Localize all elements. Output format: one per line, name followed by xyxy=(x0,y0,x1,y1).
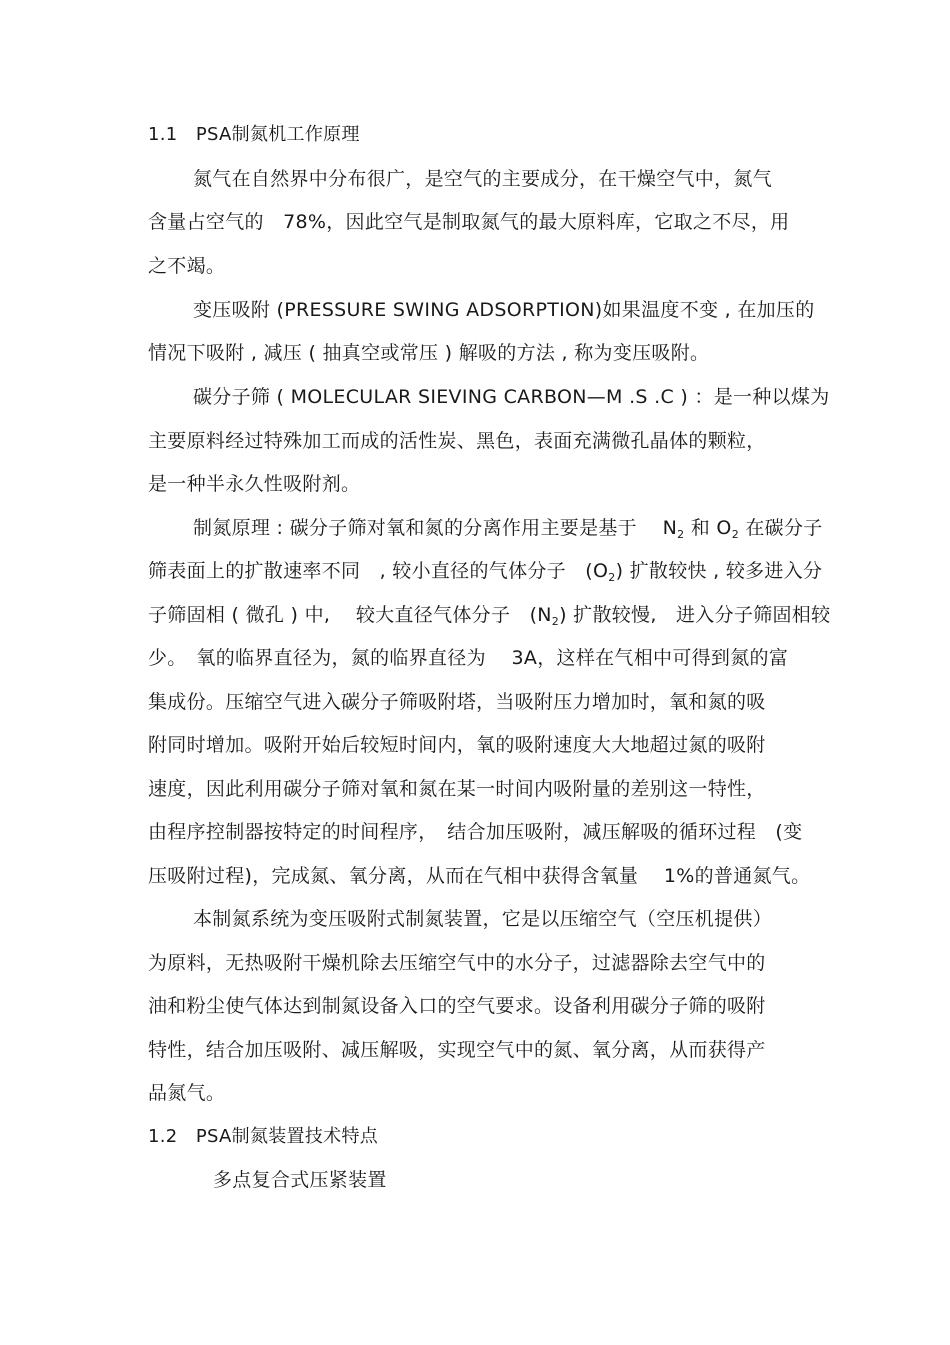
paragraph-line: 变压吸附 (PRESSURE SWING ADSORPTION)如果温度不变 , 在加压的 xyxy=(193,299,815,321)
paragraph-line xyxy=(148,558,822,587)
paragraph-line xyxy=(148,602,830,631)
text-run: 筛表面上的扩散速率不同 , 较小直径的气体分子 (O xyxy=(148,560,609,582)
subscript: 2 xyxy=(551,615,560,628)
paragraph-line: 速度，因此利用碳分子筛对氧和氮在某一时间内吸附量的差别这一特性， xyxy=(148,778,766,800)
text-run: ) 扩散较快 , 较多进入分 xyxy=(615,560,823,582)
subscript: 2 xyxy=(731,528,739,541)
paragraph-line: 压吸附过程)，完成氮、氧分离，从而在气相中获得含氧量 1%的普通氮气。 xyxy=(148,865,811,887)
subscript: 2 xyxy=(608,571,616,584)
paragraph-line: 含量占空气的 78%，因此空气是制取氮气的最大原料库，它取之不尽，用 xyxy=(148,211,790,233)
paragraph-line: 氮气在自然界中分布很广，是空气的主要成分，在干燥空气中，氮气 xyxy=(193,168,773,190)
paragraph-line: 碳分子筛 ( MOLECULAR SIEVING CARBON—M .S .C ) ：是一种以煤为 xyxy=(193,386,830,408)
list-item: 多点复合式压紧装置 xyxy=(213,1169,387,1191)
paragraph-line: 品氮气。 xyxy=(148,1082,226,1104)
paragraph-line: 附同时增加。吸附开始后较短时间内，氧的吸附速度大大地超过氮的吸附 xyxy=(148,734,766,756)
subscript: 2 xyxy=(677,528,685,541)
paragraph-line: 情况下吸附 , 减压 ( 抽真空或常压 ) 解吸的方法 , 称为变压吸附。 xyxy=(148,342,710,364)
paragraph-line: 集成份。压缩空气进入碳分子筛吸附塔，当吸附压力增加时，氧和氮的吸 xyxy=(148,691,766,713)
paragraph-line: 本制氮系统为变压吸附式制氮装置，它是以压缩空气（空压机提供） xyxy=(193,908,773,930)
text-run: 子筛固相 ( 微孔 ) 中, 较大直径气体分子 (N xyxy=(148,604,552,626)
text-run: 在碳分子 xyxy=(739,517,823,539)
paragraph-line: 特性，结合加压吸附、减压解吸，实现空气中的氮、氧分离，从而获得产 xyxy=(148,1039,766,1061)
paragraph-line: 少。 氧的临界直径为，氮的临界直径为 3A，这样在气相中可得到氮的富 xyxy=(148,647,789,669)
paragraph-line: 油和粉尘使气体达到制氮设备入口的空气要求。设备利用碳分子筛的吸附 xyxy=(148,995,766,1017)
text-run: 制氮原理 : 碳分子筛对氧和氮的分离作用主要是基于 N xyxy=(193,517,678,539)
paragraph-line: 是一种半永久性吸附剂。 xyxy=(148,473,361,495)
section-heading-1-1: 1.1 PSA制氮机工作原理 xyxy=(148,124,360,145)
text-run: 和 O xyxy=(684,517,732,539)
paragraph-line: 为原料，无热吸附干燥机除去压缩空气中的水分子，过滤器除去空气中的 xyxy=(148,952,766,974)
section-heading-1-2: 1.2 PSA制氮装置技术特点 xyxy=(148,1126,379,1147)
paragraph-line: 由程序控制器按特定的时间程序， 结合加压吸附，减压解吸的循环过程 (变 xyxy=(148,821,803,843)
paragraph-line: 之不竭。 xyxy=(148,255,226,277)
paragraph-line: 主要原料经过特殊加工而成的活性炭、黑色，表面充满微孔晶体的颗粒， xyxy=(148,430,766,452)
text-run: ) 扩散较慢, 进入分子筛固相较 xyxy=(559,604,831,626)
paragraph-line xyxy=(193,515,823,544)
